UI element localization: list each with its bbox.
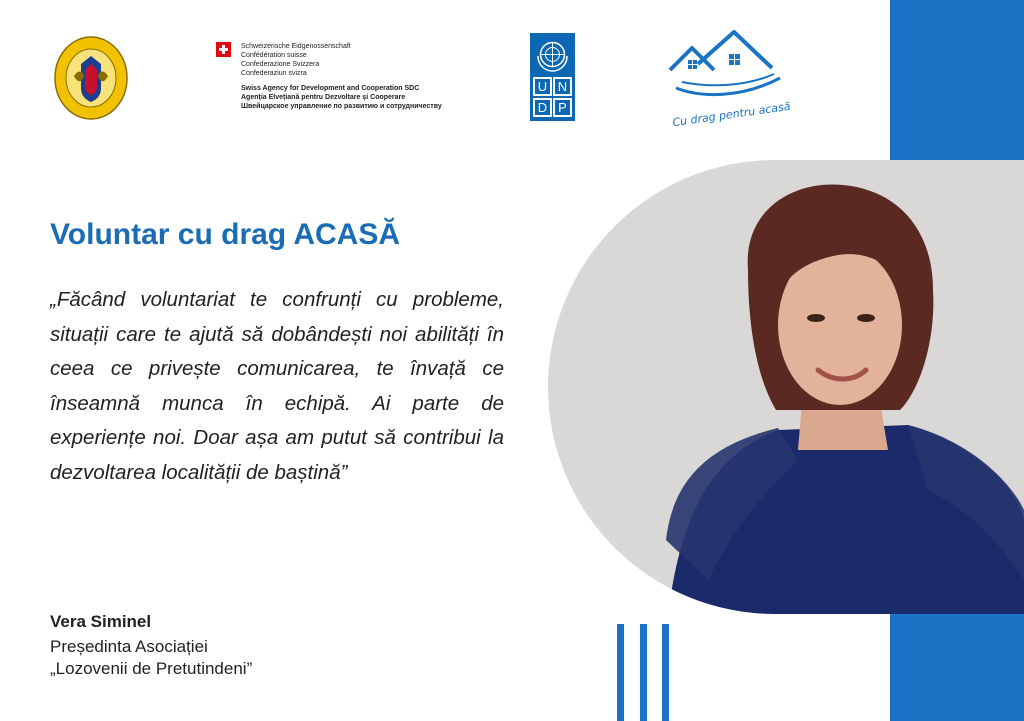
undp-letter: N	[553, 77, 572, 96]
undp-logo	[530, 33, 575, 121]
cu-drag-tagline: Cu drag pentru acasă	[671, 99, 792, 130]
author-role-line: Președinta Asociației	[50, 637, 208, 656]
swiss-line: Confederazione Svizzera	[241, 61, 320, 68]
government-moldova-logo	[54, 36, 128, 120]
portrait-illustration	[548, 160, 1024, 614]
swiss-line-bold: Swiss Agency for Development and Cooperation SDC	[241, 85, 420, 92]
author-role-line: „Lozovenii de Pretutindeni”	[50, 659, 253, 678]
author-role	[50, 636, 252, 680]
un-emblem-icon	[534, 36, 571, 73]
swiss-sdc-logo	[216, 42, 446, 114]
author-name: Vera Siminel	[50, 612, 152, 631]
page-title: Voluntar cu drag ACASĂ	[50, 218, 401, 251]
undp-letter: U	[533, 77, 552, 96]
decor-bar-3	[662, 624, 669, 721]
swiss-line: Confédération suisse	[241, 52, 307, 59]
testimonial-quote: „Făcând voluntariat te confrunți cu probleme, situații care te ajută să dobândești noi abilități în ceea ce privește comunicarea, te învață ce înseamnă munca în echipă. Ai parte de experiențe noi. Doar așa am putut să contribui la dezvoltarea localității de baștină”	[50, 288, 504, 484]
blue-stripe-top	[890, 0, 1024, 160]
decor-bar-1	[617, 624, 624, 721]
swiss-line: Schweizerische Eidgenossenschaft	[241, 43, 351, 50]
swiss-flag-icon	[216, 42, 231, 57]
portrait-photo	[548, 160, 1024, 614]
decor-bar-2	[640, 624, 647, 721]
houses-hand-icon	[662, 28, 792, 108]
swiss-line-bold: Agenția Elvețiană pentru Dezvoltare și Cooperare	[241, 94, 406, 101]
swiss-line: Confederaziun svizra	[241, 70, 307, 77]
moldova-seal-icon	[54, 36, 128, 120]
blue-stripe-bottom	[890, 614, 1024, 721]
swiss-line-bold: Швейцарское управление по развитию и сотрудничеству	[241, 103, 442, 110]
cu-drag-pentru-acasa-logo	[662, 28, 792, 138]
undp-letter: P	[553, 98, 572, 117]
undp-letter: D	[533, 98, 552, 117]
